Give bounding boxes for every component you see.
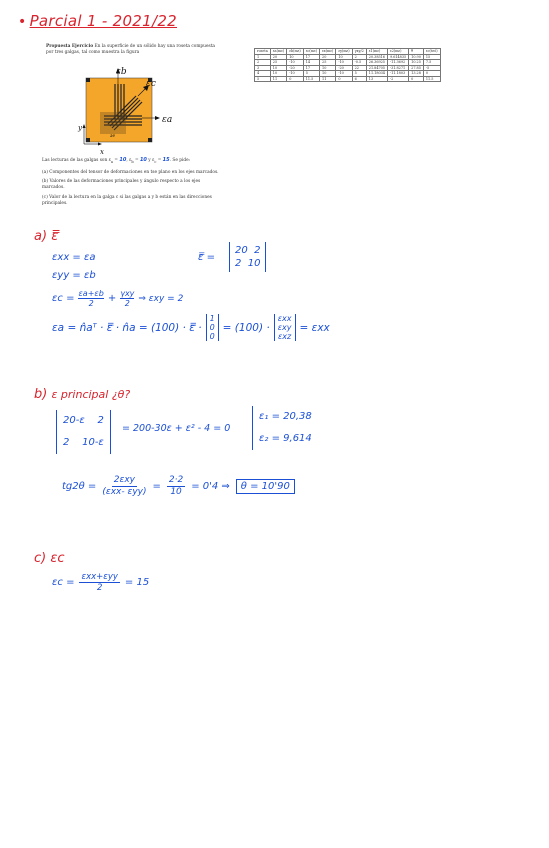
question-b: (b) Valores de las deformaciones principales y ángulo respecto a los ejes marcados. <box>42 179 201 191</box>
title-text: Parcial 1 - 2021/22 <box>29 12 178 30</box>
gauge-code: ae <box>110 133 115 138</box>
question-c: (c) Valor de la lectura en la galga c si las galgas a y b están en las direcciones principales. <box>42 195 212 206</box>
axis-y-label: y <box>78 124 82 132</box>
table-row: 3 10 -20 17 10 -20 22 21.84705 -31.8271 27.85 -5 <box>255 65 441 71</box>
table-row: 1 20 10 17 20 10 2 20.38516 9.614835 10.90 15 <box>255 54 441 60</box>
problem-text: En la superficie de un sólido hay una roseta compuesta por tres galgas, tal como muestra la figura <box>46 44 215 55</box>
question-a: (a) Componentes del tensor de deformaciones en tse plano en los ejes marcados. <box>42 169 219 175</box>
strain-matrix-lhs: ε̿ = <box>198 252 215 263</box>
label-eps-a: εa <box>162 115 173 125</box>
reading-a: 10 <box>119 157 127 163</box>
label-eps-c: εc <box>146 79 156 89</box>
part-a-line1: εxx = εa <box>52 252 96 263</box>
reading-c: 15 <box>162 157 170 163</box>
angle-result-box: θ = 10'90 <box>236 479 295 494</box>
part-a-line4: εa = n̂aᵀ · ε̿ · n̂a = (100) · ε̿ · 1 0 0 = (100) · εxx εxy εxz = εxx <box>52 314 330 341</box>
table-header-row: roseta εa(mε) εb(mε) εc(mε) εx(mε) εy(mε) γxy/2 ε1(mε) ε2(mε) θ εc(teó) <box>255 49 441 55</box>
part-c-heading: c) εc <box>34 551 65 566</box>
angle-equation: tg2θ = 2εxy (εxx- εyy) = $\frac{2\cdot 2}{10}$ = 0'4 ⇒ θ = 10'90 <box>62 475 295 498</box>
principal-strains <box>252 406 312 450</box>
table-row: 2 25 -10 14 25 -10 -0.5 26.36925 -11.3692 10.25 7.5 <box>255 60 441 66</box>
rosette-figure <box>70 64 180 160</box>
axis-x-label: x <box>100 148 104 156</box>
characteristic-equation: = 200-30ε + ε² - 4 = 0 <box>122 423 231 434</box>
part-a-line2: εyy = εb <box>52 270 96 281</box>
results-table <box>254 48 441 82</box>
label-eps-b: εb <box>116 67 127 77</box>
problem-heading: Propuesta Ejercicio <box>46 44 94 49</box>
problem-readings: Las lecturas de las galgas son $\varepsilon_a = 10$, $\varepsilon_b = 10$ y $\varepsilon_c = 15$. Se pide: (a) Componentes del tensor de deformaciones en tse plano en los ejes marcados. (b) Valores de las deformaciones principales y ángulo respecto a los ejes marcados. (c) Valor de la lectura en la galga c si las galgas a y b están en las direcciones principales. <box>42 157 219 206</box>
strain-matrix: 20 2 2 10 <box>229 242 266 272</box>
page-title <box>18 12 177 30</box>
table-row: 4 10 -10 5 10 -10 5 11.18034 -11.1803 13.28 0 <box>255 71 441 77</box>
determinant: 20-ε 2 2 10-ε <box>56 410 111 454</box>
principal-strain-1: ε₁ = 20,38 <box>259 411 312 422</box>
reading-b: 10 <box>139 157 147 163</box>
title-bullet: • <box>18 14 27 30</box>
problem-statement <box>46 44 216 55</box>
table-row: 5 11 0 11.5 11 0 6 13 -2 0 11.5 <box>255 76 441 82</box>
part-b-heading: b) ε principal ¿θ? <box>34 387 131 402</box>
part-a-line3: εc = $\frac{\varepsilon a+\varepsilon b}{2}$ + γxy 2 ⇒ εxy = 2 <box>52 289 184 308</box>
part-a-heading: a) ε̿ <box>34 229 59 244</box>
principal-strain-2: ε₂ = 9,614 <box>259 433 312 444</box>
part-c-equation: εc = εxx+εyy 2 = 15 <box>52 572 150 593</box>
